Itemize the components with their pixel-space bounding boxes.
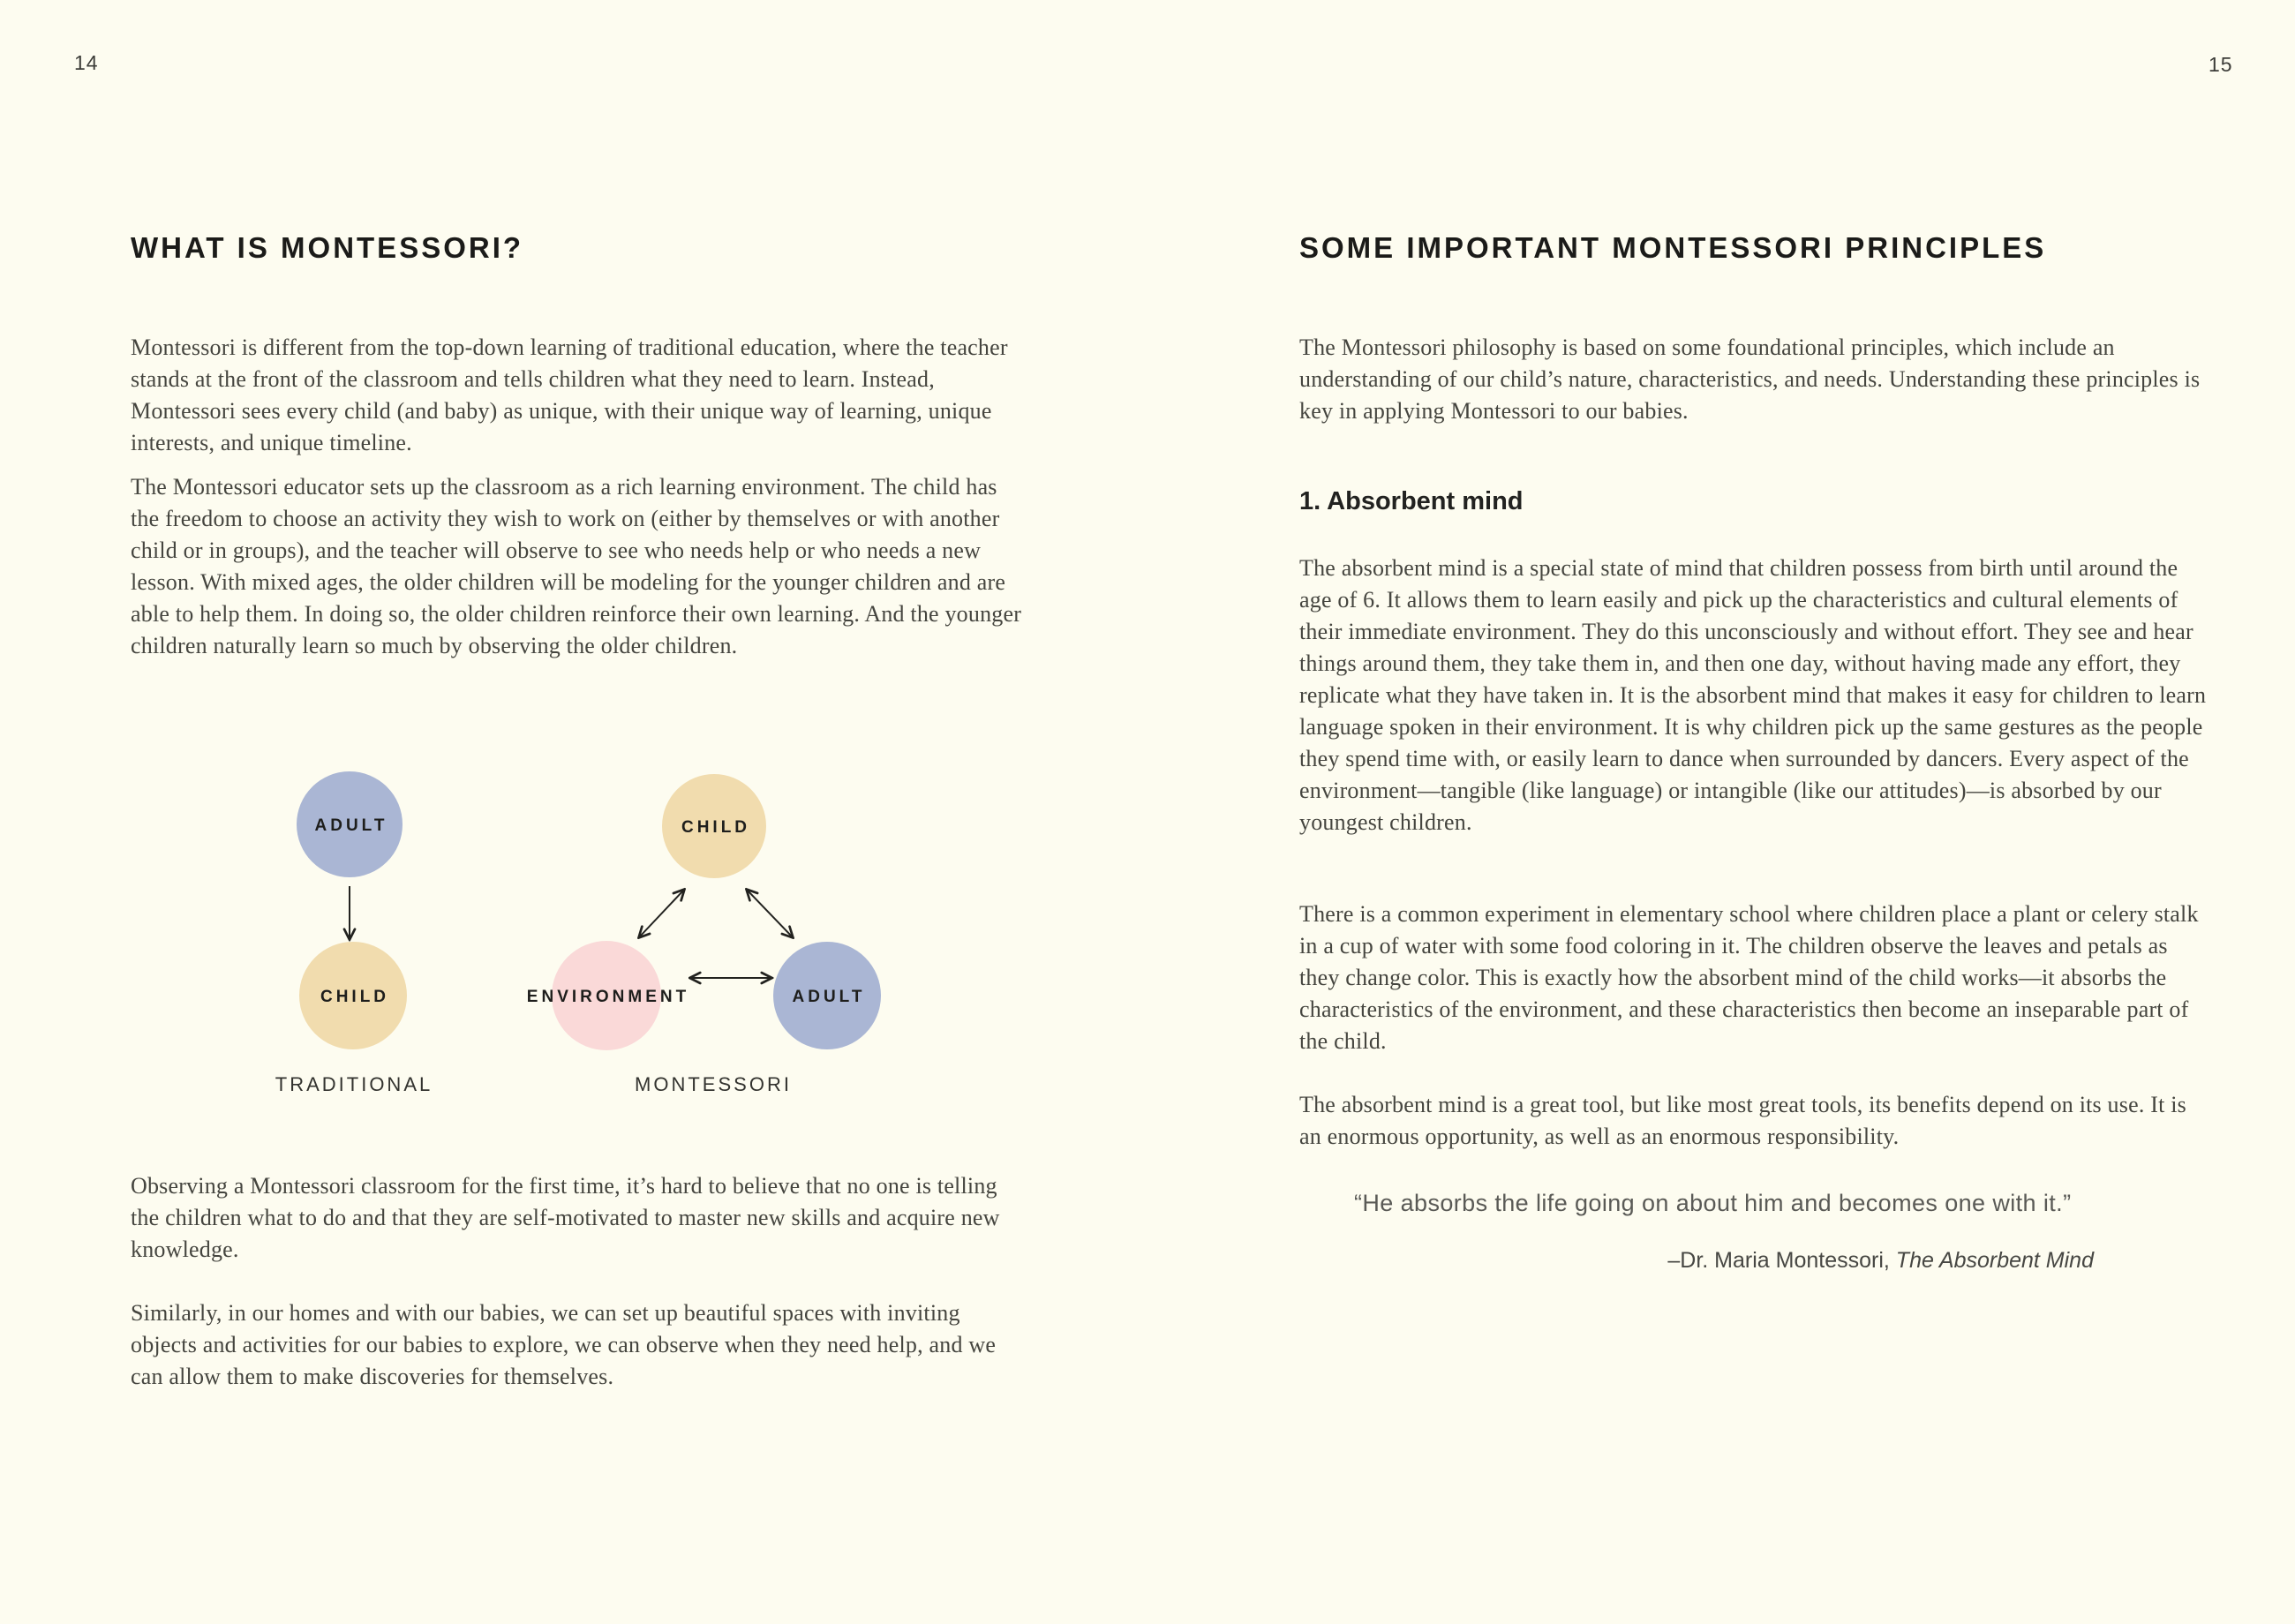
montessori-child-label: CHILD	[681, 818, 751, 837]
absorbent-paragraph-1: The absorbent mind is a special state of mind that children possess from birth until around the age of 6. It allows them to learn easily and pick up the characteristics and cultural elements of their immediate environment. They do this unconsciously and without effort. They see and hear things around them, they take them in, and then one day, without having made any effort, they replicate what they have taken in. It is the absorbent mind that makes it easy for children to learn language spoken in their environment. It is why children pick up the same gestures as the people they spend time with, or easily learn to dance when surrounded by dancers. Every aspect of the environment—tangible (like language) or intangible (like our attitudes)—is absorbed by our youngest children.	[1299, 555, 2207, 835]
page-number-right: 15	[2208, 53, 2233, 76]
montessori-adult-label: ADULT	[792, 988, 866, 1006]
quote-attribution-name: –Dr. Maria Montessori,	[1667, 1248, 1896, 1273]
absorbent-mind-heading: 1. Absorbent mind	[1299, 487, 1524, 515]
left-paragraph-2: The Montessori educator sets up the classroom as a rich learning environment. The child has the freedom to choose an activity they wish to work on (either by themselves or with another child or in groups), and the teacher will observe to see who needs help or who needs a new lesson. With mixed ages, the older children will be modeling for the younger children and are able to help them. In doing so, the older children reinforce their own learning. And the younger children naturally learn so much by observing the older children.	[131, 474, 1022, 658]
quote-attribution	[1299, 1248, 2094, 1274]
left-paragraph-1: Montessori is different from the top-down learning of traditional education, where the teacher stands at the front of the classroom and tells children what they need to learn. Instead, Montessori sees every child (and baby) as unique, with their unique way of learning, unique interests, and unique timeline.	[131, 335, 1008, 455]
child-environment-arrow	[639, 890, 684, 937]
traditional-adult-label: ADULT	[314, 816, 388, 835]
traditional-vs-montessori-diagram	[247, 752, 953, 1140]
montessori-environment-label: ENVIRONMENT	[526, 988, 690, 1006]
right-intro-paragraph: The Montessori philosophy is based on some foundational principles, which include an understanding of our child’s nature, characteristics, and needs. Understanding these principles is key in applying Montessori to our babies.	[1299, 335, 2201, 424]
absorbent-paragraph-3: The absorbent mind is a great tool, but like most great tools, its benefits depend on its use. It is an enormous opportunity, as well as an enormous responsibility.	[1299, 1092, 2186, 1149]
traditional-child-label: CHILD	[320, 988, 390, 1006]
child-adult-arrow	[747, 890, 793, 937]
montessori-quote: “He absorbs the life going on about him and becomes one with it.”	[1354, 1190, 2072, 1216]
montessori-group-label: MONTESSORI	[635, 1073, 792, 1095]
traditional-group-label: TRADITIONAL	[275, 1073, 433, 1095]
left-paragraph-4: Similarly, in our homes and with our babies, we can set up beautiful spaces with inviting objects and activities for our babies to explore, we can observe when they need help, and we can allow them to make discoveries for themselves.	[131, 1300, 997, 1389]
quote-attribution-work: The Absorbent Mind	[1895, 1248, 2094, 1273]
left-paragraph-3: Observing a Montessori classroom for the first time, it’s hard to believe that no one is telling the children what to do and that they are self-motivated to master new skills and acquire new knowledge.	[131, 1173, 1000, 1262]
left-page-title: WHAT IS MONTESSORI?	[131, 231, 524, 264]
right-page-title: SOME IMPORTANT MONTESSORI PRINCIPLES	[1299, 231, 2047, 264]
page-number-left: 14	[74, 51, 99, 74]
absorbent-paragraph-2: There is a common experiment in elementary school where children place a plant or celery stalk in a cup of water with some food coloring in it. The children observe the leaves and petals as they change color. This is exactly how the absorbent mind of the child works—it absorbs the characteristics of the environment, and these characteristics then become an inseparable part of the child.	[1299, 901, 2199, 1054]
